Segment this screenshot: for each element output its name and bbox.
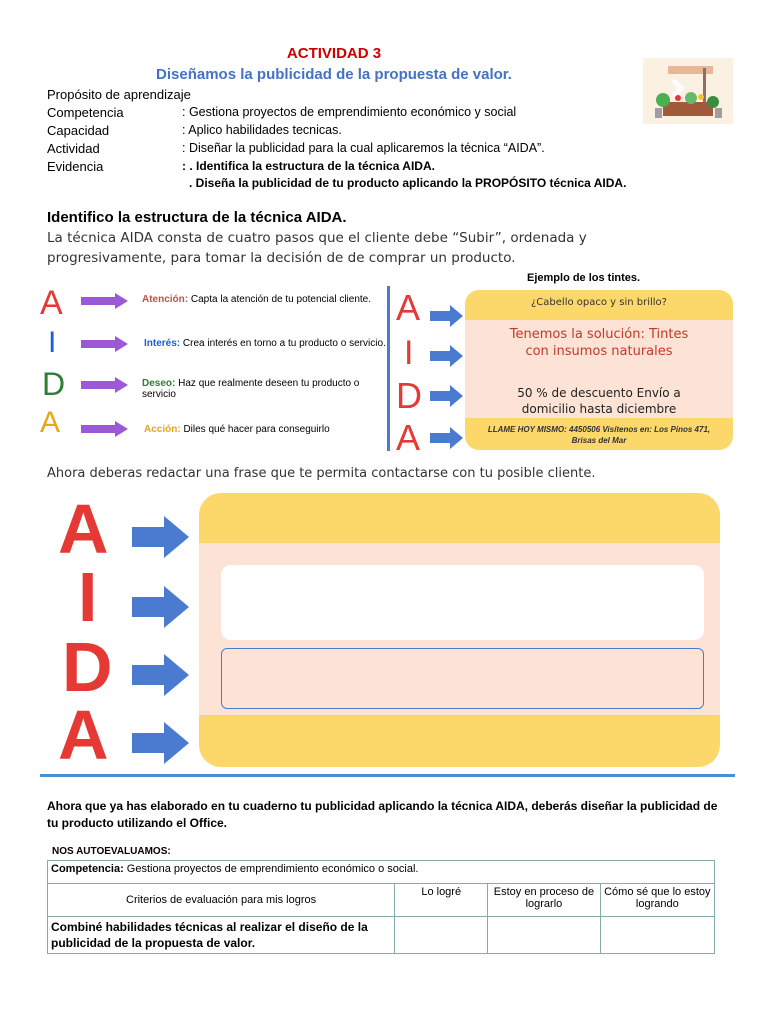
arrow-right-icon — [430, 345, 464, 367]
section3-instruction: Ahora que ya has elaborado en tu cuaderno tu publicidad aplicando la técnica AIDA, deberás diseñar la publicidad de tu producto utilizando el Office. — [47, 799, 718, 830]
ad-desire-text: 50 % de descuento Envío a domicilio hasta diciembre — [517, 386, 681, 416]
evidencia-value: : . Identifica la estructura de la técnica AIDA. — [182, 159, 435, 173]
big-letter-a2: A — [58, 696, 109, 774]
arrow-right-icon — [81, 293, 129, 309]
aida-letter-i: I — [48, 326, 57, 359]
divider-line — [40, 774, 735, 777]
capacidad-value: : Aplico habilidades tecnicas. — [182, 123, 342, 137]
blank-ad-template — [199, 493, 720, 767]
arrow-right-icon — [132, 516, 190, 558]
arrow-right-icon — [430, 385, 464, 407]
arrow-right-icon — [430, 427, 464, 449]
example-label: Ejemplo de los tintes. — [527, 272, 641, 284]
arrow-right-icon — [430, 305, 464, 327]
big-letter-d: D — [62, 628, 113, 706]
column-header: Lo logré — [395, 884, 488, 917]
step-action: Acción: Diles qué hacer para conseguirlo — [144, 424, 330, 435]
in-progress-cell[interactable] — [488, 917, 600, 954]
divider-line — [387, 286, 390, 451]
ad-attention-text: ¿Cabello opaco y sin brillo? — [531, 297, 667, 308]
section-intro: La técnica AIDA consta de cuatro pasos que el cliente debe “Subir”, ordenada y progresivamente, para tomar la decisión de de comprar un producto. — [47, 230, 587, 266]
step-desire: Deseo: Haz que realmente deseen tu producto o servicio — [142, 378, 360, 400]
arrow-right-icon — [132, 586, 190, 628]
arrow-right-icon — [81, 377, 129, 393]
actividad-value: : Diseñar la publicidad para la cual aplicaremos la técnica “AIDA”. — [182, 141, 545, 155]
evidencia-label: Evidencia — [47, 159, 104, 174]
aida-letter-a2: A — [40, 406, 61, 439]
arrow-right-icon — [81, 421, 129, 437]
column-header: Criterios de evaluación para mis logros — [48, 884, 395, 917]
ad-interest-text: Tenemos la solución: Tintes con insumos naturales — [509, 327, 689, 359]
example-letter-i: I — [404, 334, 414, 372]
column-header: Estoy en proceso de lograrlo — [488, 884, 600, 917]
actividad-label: Actividad — [47, 141, 100, 156]
big-letter-a: A — [58, 490, 109, 568]
example-letter-a2: A — [396, 417, 421, 458]
step-interest: Interés: Crea interés en torno a tu producto o servicio. — [144, 338, 386, 349]
self-eval-heading: NOS AUTOEVALUAMOS: — [52, 846, 171, 857]
aida-diagram — [36, 286, 391, 446]
aida-letter-a: A — [40, 284, 63, 322]
competencia-value: : Gestiona proyectos de emprendimiento económico y social — [182, 105, 517, 119]
activity-subtitle: Diseñamos la publicidad de la propuesta de valor. — [156, 66, 512, 83]
example-letter-d: D — [396, 375, 422, 416]
how-i-know-cell[interactable] — [600, 917, 714, 954]
arrow-right-icon — [81, 336, 129, 352]
column-header: Cómo sé que lo estoy logrando — [600, 884, 714, 917]
example-ad-card — [465, 290, 733, 450]
big-letter-i: I — [78, 558, 98, 636]
example-letter-a: A — [396, 287, 421, 328]
self-eval-table — [47, 860, 715, 954]
achieved-cell[interactable] — [395, 917, 488, 954]
competence-row: Competencia: Gestiona proyectos de emprendimiento económico o social. — [48, 861, 715, 884]
aida-letter-d: D — [42, 366, 66, 402]
evidencia-value-2: . Diseña la publicidad de tu producto aplicando la PROPÓSITO técnica AIDA. — [189, 176, 627, 190]
criterion-cell: Combiné habilidades técnicas al realizar el diseño de la publicidad de la propuesta de valor. — [48, 917, 395, 954]
capacidad-label: Capacidad — [47, 123, 110, 138]
activity-title: ACTIVIDAD 3 — [286, 45, 382, 62]
market-stall-image — [643, 58, 733, 124]
section-heading: Identifico la estructura de la técnica AIDA. — [47, 209, 347, 226]
ad-action-text: LLAME HOY MISMO: 4450506 Visítenos en: Los Pinos 471, Brisas del Mar — [487, 425, 711, 445]
section2-instruction: Ahora deberas redactar una frase que te permita contactarse con tu posible cliente. — [47, 466, 596, 481]
competencia-label: Competencia — [47, 105, 124, 120]
purpose-heading: Propósito de aprendizaje — [47, 87, 191, 102]
arrow-right-icon — [132, 654, 190, 696]
desire-input-box[interactable] — [221, 648, 704, 709]
arrow-right-icon — [132, 722, 190, 764]
step-attention: Atención: Capta la atención de tu potencial cliente. — [142, 294, 372, 305]
interest-input-box[interactable] — [221, 565, 704, 640]
